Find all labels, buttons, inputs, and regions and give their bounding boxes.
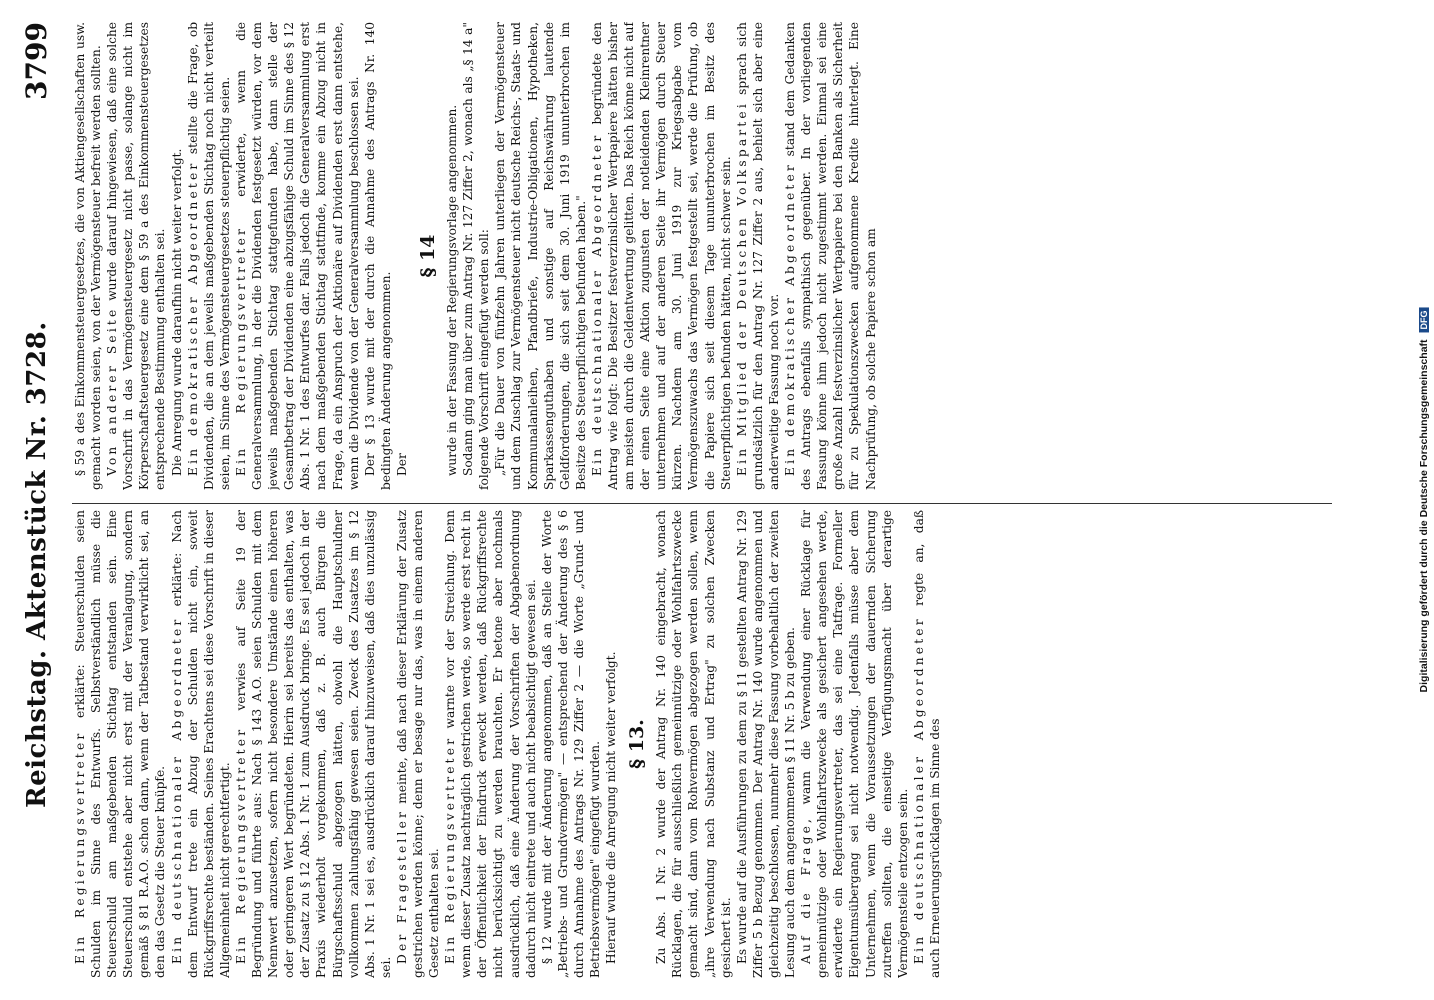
paragraph-text: Es wurde auf die Ausführungen zu dem zu § 11 gestellten Antrag Nr. 129 Ziffer 5 b Bezug genommen. Der Antrag Nr. 140 wurde angenommen und gleichzeitig beschlossen, nunmehr diese Fassung vorbehaltlich der zweiten Lesung auch dem angenommenen § 11 Nr. 5 b zu geben. [734,510,798,978]
paragraph [539,510,603,978]
paragraph [589,22,734,490]
digitization-credit [1416,8,1432,992]
speaker-lead: Von anderer Seite [105,306,120,476]
paragraph-text: regte an, daß auch Erneuerungsrücklagen im Sinne des [911,510,942,978]
paragraph [72,510,169,978]
paragraph [782,22,879,490]
paragraph-text: Hierauf wurde die Anregung nicht weiter verfolgt. [604,651,619,964]
paragraph-text: Der [394,453,409,476]
paragraph-text: meinte, daß nach dieser Erklärung der Zusatz gestrichen werden könne; denn er besage nur das, was in einem anderen Gesetz enthalten sei. [394,510,442,978]
paragraph-text: Die Anregung wurde daraufhin nicht weiter verfolgt. [169,148,184,476]
paragraph [444,22,460,490]
paragraph-text: Sodann ging man über zum Antrag Nr. 127 Ziffer 2, wonach als „§ 14 a" folgende Vorschrift eingefügt werden soll: [461,22,492,490]
dfg-logo: DFG [1419,308,1429,333]
paragraph [460,22,492,490]
paragraph [169,22,185,490]
speaker-lead: Ein deutschnationaler Abgeordneter [911,616,926,964]
paragraph-text: stellte die Frage, ob Dividenden, die an dem jeweils maßgebenden Stichtag noch nicht verteilt seien, im Sinne des Vermögensteuergesetzes steuerpflichtig seien. [185,22,232,490]
paragraph [72,22,104,490]
speaker-lead: Ein demokratischer Abgeordneter [783,162,798,476]
paragraph [653,510,733,978]
paragraph [911,510,943,978]
page-title: Reichstag. Aktenstück Nr. 3728. [22,321,52,808]
paragraph [798,510,911,978]
paragraph-text: begründete den Antrag wie folgt: Die Besitzer festverzinslicher Wertpapiere hätten bisher am meisten durch die Geldentwertung gelitten. Das Reich könne nicht auf der einen Seite eine Aktion zugunsten der notleidenden Kleinrentner unternehmen und auf der anderen Seite ihr Vermögen durch Steuer kürzen. Nachdem am 30. Juni 1919 zur Kriegsabgabe vom Vermögenszuwachs das Vermögen festgestellt sei, werde die Prüfung, ob die Papiere sich seit diesem Tage ununterbrochen im Besitz des Steuerpflichtigen befunden hätten, nicht schwer sein. [589,22,733,490]
paragraph [104,22,168,490]
speaker-lead: Ein Regierungsvertreter [233,225,248,476]
paragraph-text: wurde in der Fassung der Regierungsvorlage angenommen. [445,104,460,476]
speaker-lead: Ein Regierungsvertreter [73,730,87,964]
paragraph [233,22,362,490]
paragraph-text: stand dem Gedanken des Antrags ebenfalls sympathisch gegenüber. In der vorliegenden Fassung könne ihm jedoch nicht zugestimmt werden. Einmal sei eine große Anzahl festverzinslicher Wertpapiere bei den Banken als Sicherheit für zu Spekulationszwecken aufgenommene Kredite hinterlegt. Eine Nachprüfung, ob solche Papiere schon am [783,22,878,490]
page-number: 3799 [20,22,53,100]
credit-text: Digitalisierung gefördert durch die Deutsche Forschungsgemeinschaft [1418,339,1430,693]
right-column [72,22,1332,490]
paragraph-text: § 12 wurde mit der Änderung angenommen, daß an Stelle der Worte „Betriebs- und Grundvermögen" — entsprechend der Änderung des § 6 durch Annahme des Antrags Nr. 129 Ziffer 2 — die Worte „Grund- und Betriebsvermögen" eingefügt wurden. [539,510,602,978]
speaker-lead: Ein deutschnationaler Abgeordneter [589,132,604,476]
paragraph [442,510,539,978]
speaker-lead: Ein Regierungsvertreter [233,726,248,964]
paragraph [233,510,394,978]
section-heading: § 14 [416,234,439,278]
speaker-lead: Ein Regierungsvertreter [443,735,458,964]
paragraph-text: erklärte: Steuerschulden seien Schulden im Sinne des Entwurfs. Selbstverständlich müsse die Steuerschuld am maßgebenden Stichtag entstanden sein. Eine Steuerschuld entstehe aber nicht erst mit der Veranlagung, sondern gemäß § 81 R.A.O. schon dann, wenn der Tatbestand verwirklicht sei, an den das Gesetz die Steuer knüpfe. [73,510,168,978]
paragraph-text: erwiderte, wenn die Generalversammlung, in der die Dividenden festgesetzt würden, vor dem jeweils maßgebenden Stichtag stattgefunden habe, dann stelle der Gesamtbetrag der Dividenden eine abzugsfähige Schuld im Sinne des § 12 Abs. 1 Nr. 1 des Entwurfes dar. Falls jedoch die Generalversammlung erst nach dem maßgebenden Stichtag stattfinde, komme ein Abzug nicht in Frage, da ein Anspruch der Aktionäre auf Dividenden erst dann entstehe, wenn die Dividende von der Generalversammlung beschlossen sei. [233,22,361,490]
speaker-lead: Ein deutschnationaler Abgeordneter [169,616,184,964]
speaker-lead: Auf die Frage, [799,815,814,964]
paragraph-text: warnte vor der Streichung. Denn wenn dieser Zusatz nachträglich gestrichen werde, so werde erst recht in der Öffentlichkeit der Eindruck erweckt werden, daß Rückgriffsrechte nicht berücksichtigt zu werden brauchten. Er betone aber nochmals ausdrücklich, daß eine Änderung der Vorschriften der Abgabenordnung dadurch nicht eintrete und auch nicht beabsichtigt gewesen sei. [443,510,538,978]
paragraph [169,510,233,978]
paragraph-text: wann die Verwendung einer Rücklage für gemeinnützige oder Wohlfahrtszwecke als gesichert angesehen werde, erwiderte ein Regierungsvertreter, das sei eine Tatfrage. Formeller Eigentumsübergang sei nicht notwendig. Jedenfalls müsse aber dem Unternehmen, wenn die Voraussetzungen der dauernden Sicherung zutreffen sollten, die einseitige Verfügungsmacht über derartige Vermögensteile entzogen sein. [799,510,910,978]
paragraph [394,510,442,978]
paragraph [492,22,589,490]
paragraph [185,22,233,490]
left-column [72,510,1332,978]
paragraph-text: verwies auf Seite 19 der Begründung und führte aus: Nach § 143 A.O. seien Schulden mit dem Nennwert anzusetzen, sofern nicht besondere Umstände einen höheren oder geringeren Wert begründeten. Hierin sei bereits das enthalten, was der Zusatz zu § 12 Abs. 1 Nr. 1 zum Ausdruck bringe. Es sei jedoch in der Praxis wiederholt vorgekommen, daß z. B. auch Bürgen die Bürgschaftsschuld abgezogen hätten, obwohl die Hauptschuldner vollkommen zahlungsfähig gewesen seien. Zweck des Zusatzes im § 12 Abs. 1 Nr. 1 sei es, ausdrücklich darauf hinzuweisen, daß dies unzulässig sei. [233,510,393,978]
paragraph [734,22,782,490]
paragraph-text: sprach sich grundsätzlich für den Antrag Nr. 127 Ziffer 2 aus, behielt sich aber eine anderweitige Fassung noch vor. [734,22,781,490]
paragraph [603,510,619,978]
speaker-lead: Ein demokratischer Abgeordneter [185,160,200,476]
paragraph-text: Der § 13 wurde mit der durch die Annahme des Antrags Nr. 140 bedingten Änderung angenommen. [362,22,393,490]
paragraph [362,22,394,490]
paragraph [394,22,410,490]
paragraph-text: wurde darauf hingewiesen, daß eine solche Vorschrift in das Vermögensteuergesetz nicht passe, solange nicht im Körperschaftsteuergesetz eine dem § 59 a des Einkommensteuergesetzes entsprechende Bestimmung enthalten sei. [105,22,168,490]
speaker-lead: Der Fragesteller [394,808,409,964]
paragraph [734,510,798,978]
paragraph-text: Zu Abs. 1 Nr. 2 wurde der Antrag Nr. 140 eingebracht, wonach Rücklagen, die für ausschließlich gemeinnützige oder Wohlfahrtszwecke gemacht sind, dann vom Rohvermögen abgezogen werden sollen, wenn „ihre Verwendung nach Substanz und Ertrag" zu solchen Zwecken gesichert ist. [654,510,733,978]
page-header [18,22,58,978]
paragraph-text: § 59 a des Einkommensteuergesetzes, die von Aktiengesellschaften usw. gemacht worden seien, von der Vermögensteuer befreit werden sollten. [73,22,104,490]
paragraph-text: „Für die Dauer von fünfzehn Jahren unterliegen der Vermögensteuer und dem Zuschlag zur Vermögensteuer nicht deutsche Reichs-, Staats- und Kommunalanleihen, Pfandbriefe, Industrie-Obligationen, Hypotheken, Sparkassenguthaben und sonstige auf Reichswährung lautende Geldforderungen, die sich seit dem 30. Juni 1919 ununterbrochen im Besitze des Steuerpflichtigen befunden haben." [493,22,588,490]
section-heading: § 13. [626,719,649,769]
speaker-lead: Ein Mitglied der Deutschen Volkspartei [734,101,749,476]
paragraph-text: erklärte: Nach dem Entwurf trete ein Abzug der Schulden nicht ein, soweit Rückgriffsrechte beständen. Seines Erachtens sei diese Vorschrift in dieser Allgemeinheit nicht gerechtfertigt. [169,510,232,978]
column-divider [72,503,1332,504]
